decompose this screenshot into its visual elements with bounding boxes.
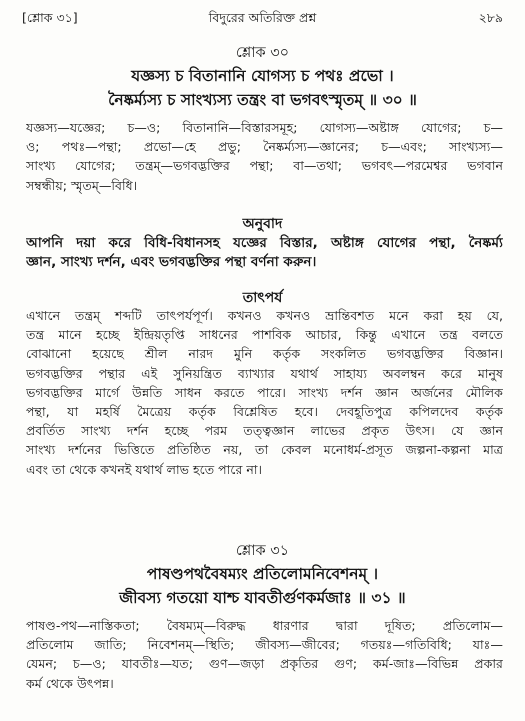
header-verse-ref: [শ্লোক ৩১] bbox=[22, 10, 78, 25]
purport-heading: তাৎপর্য bbox=[242, 290, 283, 306]
translation-heading: অনুবাদ bbox=[242, 216, 283, 232]
synonym-line: প্রতিলোম জাতি; নিবেশনম্—স্থিতি; জীবস্য—জীবের; গতয়ঃ—গতিবিধি; যাঃ— bbox=[26, 637, 503, 653]
verse-30-translation bbox=[26, 234, 503, 272]
purport-line: ভগবদ্ভক্তির পন্থার এই সুনিয়ন্ত্রিত ব্যাখ্যার যথার্থ সাহায্য অবলম্বন করে মানুষ bbox=[26, 365, 503, 381]
purport-line: তন্ত্র মানে হচ্ছে ইন্দ্রিয়তৃপ্তি সাধনের পাশবিক আচার, কিন্তু এখানে তন্ত্র বলতে bbox=[26, 327, 503, 343]
verse-30-synonyms bbox=[26, 118, 503, 195]
purport-line: এখানে তন্ত্রম্ শব্দটি তাৎপর্যপূর্ণ। কখনও কখনও ভ্রান্তিবশত মনে করা হয় যে, bbox=[26, 308, 503, 323]
synonym-line: কর্ম থেকে উৎপন্ন। bbox=[26, 675, 114, 691]
synonym-line: সম্বন্ধীয়; স্মৃতম্—বিধি। bbox=[26, 177, 138, 193]
synonym-line: যেমন; চ—ও; যাবতীঃ—যত; গুণ—জড়া প্রকৃতির গুণ; কর্ম-জাঃ—বিভিন্ন প্রকার bbox=[26, 656, 503, 672]
page-number: ২৮৯ bbox=[478, 10, 503, 25]
purport-line: এবং তা থেকে কখনই যথার্থ লাভ হতে পারে না। bbox=[26, 461, 263, 477]
purport-line: প্রবর্তিত সাংখ্য দর্শন হচ্ছে পরম তত্ত্বজ্ঞান লাভের প্রকৃত উৎস। যে জ্ঞান bbox=[26, 423, 503, 439]
verse-31-line-1: পাষণ্ডপথবৈষম্যং প্রতিলোমনিবেশনম্ । bbox=[146, 565, 379, 583]
verse-31-heading: শ্লোক ৩১ bbox=[235, 543, 290, 559]
synonym-line: যজ্ঞস্য—যজ্ঞের; চ—ও; বিতানানি—বিস্তারসমূহ; যোগস্য—অষ্টাঙ্গ যোগের; চ— bbox=[26, 120, 503, 135]
verse-30-purport bbox=[26, 306, 503, 479]
verse-30-line-1: যজ্ঞস্য চ বিতানানি যোগস্য চ পথঃ প্রভো । bbox=[131, 67, 394, 85]
translation-line: আপনি দয়া করে বিধি-বিধানসহ যজ্ঞের বিস্তার, অষ্টাঙ্গ যোগের পন্থা, নৈষ্কর্ম্য bbox=[26, 235, 503, 251]
header-chapter-title: বিদুরের অতিরিক্ত প্রশ্ন bbox=[208, 10, 317, 25]
purport-line: ভগবদ্ভক্তির মার্গে উন্নতি সাধন করতে পারে। সাংখ্য দর্শন জ্ঞান অর্জনের মৌলিক bbox=[26, 384, 503, 400]
synonym-line: সাংখ্য যোগের; তন্ত্রম্—ভগবদ্ভক্তির পন্থা; বা—তথা; ভগবৎ—পরমেশ্বর ভগবান bbox=[26, 158, 503, 174]
purport-line: বোঝানো হয়েছে শ্রীল নারদ মুনি কর্তৃক সংকলিত ভগবদ্ভক্তির বিজ্ঞান। bbox=[26, 346, 503, 362]
verse-30-line-2: নৈষ্কর্ম্যস্য চ সাংখ্যস্য তন্ত্রং বা ভগবৎস্মৃতম্ ॥ ৩০ ॥ bbox=[108, 91, 417, 109]
verse-30-heading: শ্লোক ৩০ bbox=[235, 45, 290, 61]
running-header bbox=[22, 8, 503, 28]
synonym-line: ও; পথঃ—পন্থা; প্রভো—হে প্রভু; নৈষ্কর্ম্যস্য—জ্ঞানের; চ—এবং; সাংখ্যস্য— bbox=[26, 139, 503, 155]
verse-31-line-2: জীবস্য গতয়ো যাশ্চ যাবতীর্গুণকর্মজাঃ ॥ ৩১ ॥ bbox=[119, 589, 406, 607]
synonym-line: পাষণ্ড-পথ—নাস্তিকতা; বৈষম্যম্—বিরুদ্ধ ধারণার দ্বারা দূষিত; প্রতিলোম— bbox=[26, 618, 503, 633]
translation-line: জ্ঞান, সাংখ্য দর্শন, এবং ভগবদ্ভক্তির পন্থা বর্ণনা করুন। bbox=[26, 254, 317, 271]
verse-31-synonyms bbox=[26, 616, 503, 693]
purport-line: পন্থা, যা মহর্ষি মৈত্রেয় কর্তৃক বিশ্লেষিত হবে। দেবহূতিপুত্র কপিলদেব কর্তৃক bbox=[26, 404, 503, 420]
purport-line: সাংখ্য দর্শনের ভিত্তিতে প্রতিষ্ঠিত নয়, তা কেবল মনোধর্ম-প্রসূত জল্পনা-কল্পনা মাত্র bbox=[26, 442, 503, 458]
